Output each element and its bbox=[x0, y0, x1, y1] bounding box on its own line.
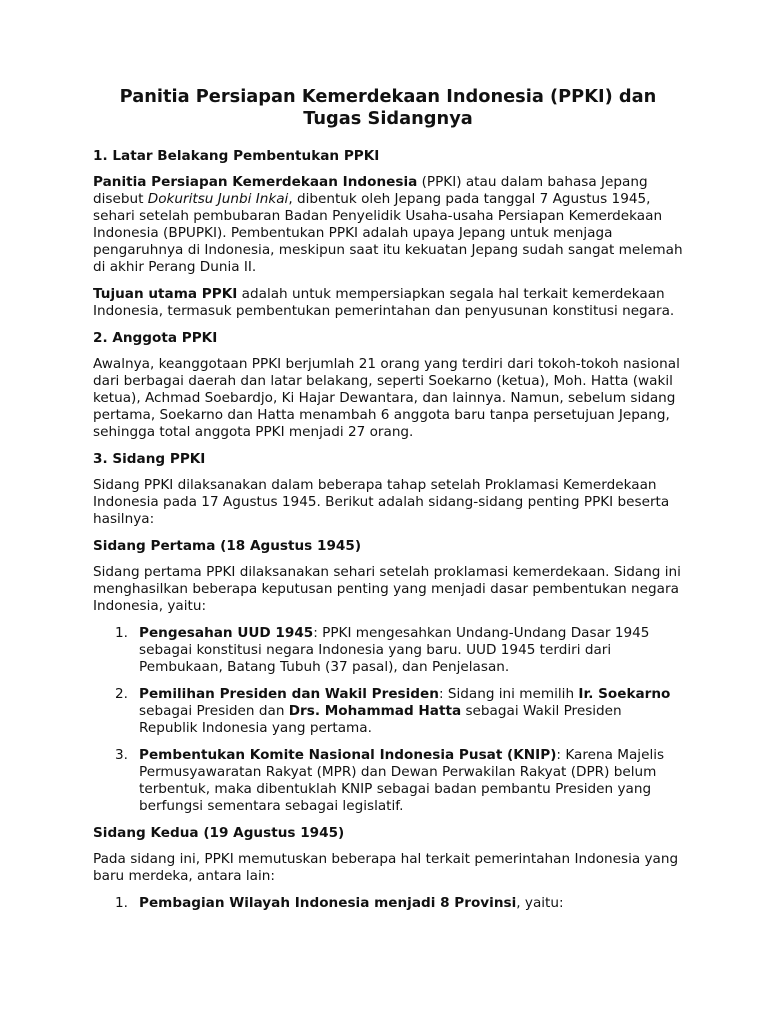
subheading-sidang-pertama: Sidang Pertama (18 Agustus 1945) bbox=[93, 538, 362, 554]
bold-term: Drs. Mohammad Hatta bbox=[288, 703, 462, 719]
section-heading-latar-belakang: 1. Latar Belakang Pembentukan PPKI bbox=[93, 148, 380, 164]
paragraph-anggota: Awalnya, keanggotaan PPKI berjumlah 21 orang yang terdiri dari tokoh-tokoh nasional dari berbagai daerah dan latar belakang, seperti Soekarno (ketua), Moh. Hatta (wakil ketua), Achmad Soebardjo, Ki Hajar Dewantara, dan lainnya. Namun, sebelum sidang pertama, Soekarno dan Hatta menambah 6 anggota baru tanpa persetujuan Jepang, sehingga total anggota PPKI menjadi 27 orang. bbox=[93, 356, 680, 440]
text-run: adalah untuk mempersiapkan segala hal terkait kemerdekaan Indonesia, termasuk pembentukan pemerintahan dan penyusunan konstitusi negara. bbox=[93, 286, 675, 319]
subheading-sidang-kedua: Sidang Kedua (19 Agustus 1945) bbox=[93, 825, 345, 841]
bold-term: Pengesahan UUD 1945 bbox=[139, 625, 314, 641]
paragraph-sidang-pertama-intro: Sidang pertama PPKI dilaksanakan sehari setelah proklamasi kemerdekaan. Sidang ini menghasilkan beberapa keputusan penting yang menjadi dasar pembentukan negara Indonesia, yaitu: bbox=[93, 564, 681, 614]
list-item bbox=[93, 686, 683, 737]
list-number: 1. bbox=[115, 625, 128, 641]
text-run: sebagai Presiden dan bbox=[139, 703, 289, 719]
paragraph-sidang-intro: Sidang PPKI dilaksanakan dalam beberapa tahap setelah Proklamasi Kemerdekaan Indonesia pada 17 Agustus 1945. Berikut adalah sidang-sidang penting PPKI beserta hasilnya: bbox=[93, 477, 670, 527]
text-run: , dibentuk oleh Jepang pada tanggal 7 Agustus 1945, sehari setelah pembubaran Badan Penyelidik Usaha-usaha Persiapan Kemerdekaan Indonesia (BPUPKI). Pembentukan PPKI adalah upaya Jepang untuk menjaga pengaruhnya di Indonesia, meskipun saat itu kekuatan Jepang sudah sangat melemah di akhir Perang Dunia II. bbox=[93, 191, 683, 275]
list-number: 2. bbox=[115, 686, 128, 702]
text-run: : Sidang ini memilih bbox=[438, 686, 579, 702]
bold-term: Ir. Soekarno bbox=[578, 686, 671, 702]
bold-term: Panitia Persiapan Kemerdekaan Indonesia bbox=[93, 174, 418, 190]
text-run: (PPKI) atau dalam bahasa Jepang disebut bbox=[93, 174, 648, 207]
list-number: 3. bbox=[115, 747, 128, 763]
paragraph-sidang-kedua-intro: Pada sidang ini, PPKI memutuskan beberapa hal terkait pemerintahan Indonesia yang baru merdeka, antara lain: bbox=[93, 851, 679, 884]
document-title: Panitia Persiapan Kemerdekaan Indonesia (PPKI) dan Tugas Sidangnya bbox=[119, 86, 657, 129]
italic-term: Dokuritsu Junbi Inkai bbox=[147, 191, 289, 207]
document-body bbox=[93, 86, 683, 922]
list-item bbox=[93, 625, 683, 676]
list-sidang-pertama bbox=[93, 625, 683, 815]
text-run: : PPKI mengesahkan Undang-Undang Dasar 1945 sebagai konstitusi negara Indonesia yang baru. UUD 1945 terdiri dari Pembukaan, Batang Tubuh (37 pasal), dan Penjelasan. bbox=[139, 625, 650, 675]
bold-term: Pembentukan Komite Nasional Indonesia Pusat (KNIP) bbox=[139, 747, 557, 763]
text-run: sebagai Wakil Presiden Republik Indonesia yang pertama. bbox=[139, 703, 622, 736]
list-item bbox=[93, 747, 683, 815]
section-heading-sidang: 3. Sidang PPKI bbox=[93, 451, 206, 467]
section-heading-anggota: 2. Anggota PPKI bbox=[93, 330, 218, 346]
paragraph-ppki-purpose bbox=[93, 286, 683, 320]
bold-term: Pemilihan Presiden dan Wakil Presiden bbox=[139, 686, 439, 702]
list-sidang-kedua bbox=[93, 895, 683, 912]
text-run: , yaitu: bbox=[516, 895, 564, 911]
text-run: : Karena Majelis Permusyawaratan Rakyat (MPR) dan Dewan Perwakilan Rakyat (DPR) belum terbentuk, maka dibentuklah KNIP sebagai badan pembantu Presiden yang berfungsi sementara sebagai legislatif. bbox=[139, 747, 665, 814]
list-number: 1. bbox=[115, 895, 128, 911]
bold-term: Pembagian Wilayah Indonesia menjadi 8 Provinsi bbox=[139, 895, 517, 911]
bold-term: Tujuan utama PPKI bbox=[93, 286, 238, 302]
paragraph-ppki-intro bbox=[93, 174, 683, 276]
list-item bbox=[93, 895, 683, 912]
